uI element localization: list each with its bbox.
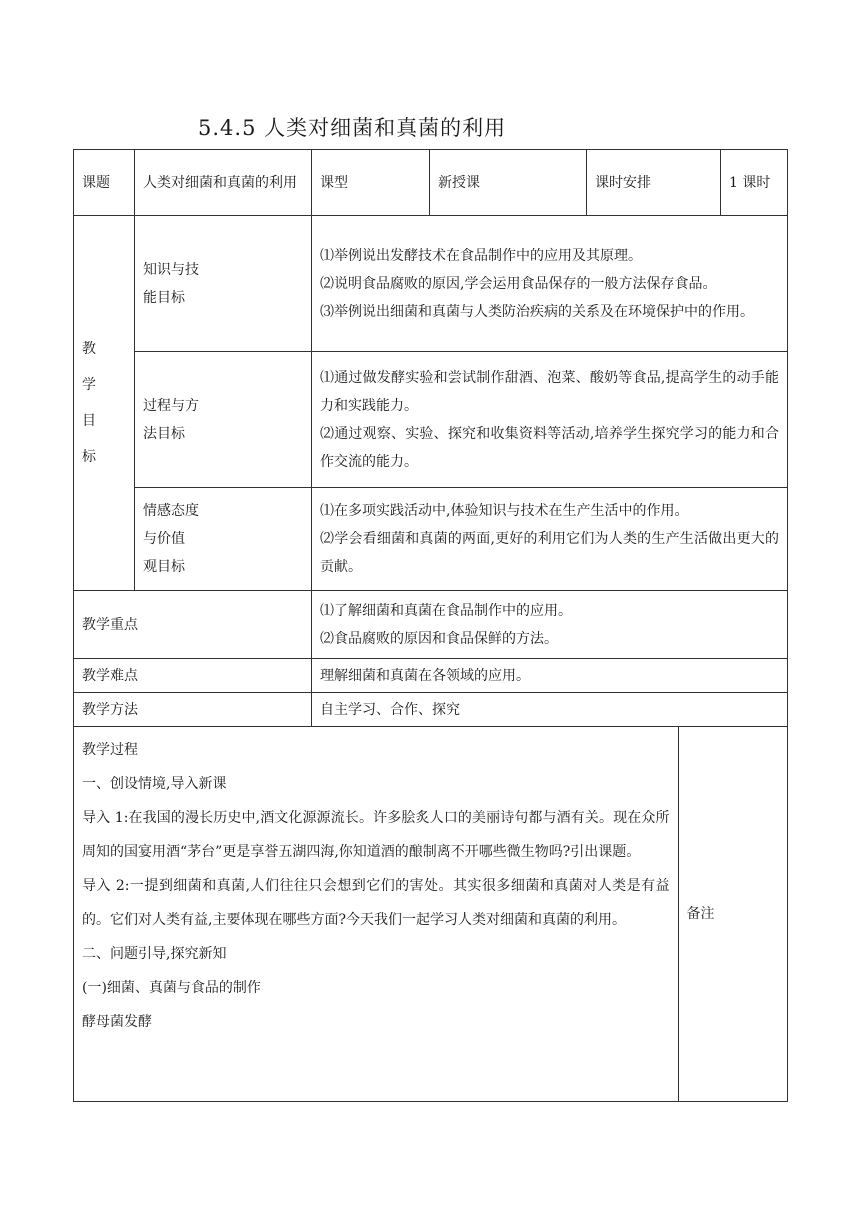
goal-item: ⑵说明食品腐败的原因,学会运用食品保存的一般方法保存食品。 bbox=[320, 275, 717, 292]
knowledge-goal-label: 知识与技 能目标 bbox=[135, 216, 312, 352]
emotion-goal-label: 情感态度 与价值 观目标 bbox=[135, 488, 312, 591]
goal-label-char: 目 bbox=[82, 413, 96, 429]
intro-paragraph: 导入 1:在我国的漫长历史中,酒文化源源流长。许多脍炙人口的美丽诗句都与酒有关。现在众所周知的国宴用酒“茅台”更是享誉五湖四海,你知道酒的酿制离不开哪些微生物吗?引出课题。 bbox=[82, 810, 670, 860]
key-point-item: ⑵食品腐败的原因和食品保鲜的方法。 bbox=[320, 630, 558, 647]
process-heading: 教学过程 bbox=[82, 742, 138, 758]
lesson-plan-table bbox=[73, 149, 788, 1102]
method-content: 自主学习、合作、探究 bbox=[312, 693, 788, 727]
schedule-value: 1 课时 bbox=[721, 150, 788, 216]
process-goal-content bbox=[312, 352, 788, 488]
process-goal-row bbox=[74, 352, 788, 488]
remarks-cell: 备注 bbox=[686, 906, 715, 922]
key-points-row bbox=[74, 591, 788, 659]
difficulty-label: 教学难点 bbox=[74, 659, 312, 693]
type-label: 课型 bbox=[312, 150, 430, 216]
key-points-label: 教学重点 bbox=[74, 591, 312, 659]
goal-label-char: 教 bbox=[82, 341, 96, 357]
emotion-goal-row bbox=[74, 488, 788, 591]
method-label: 教学方法 bbox=[74, 693, 312, 727]
method-row bbox=[74, 693, 788, 727]
process-goal-label: 过程与方 法目标 bbox=[135, 352, 312, 488]
goal-label-char: 学 bbox=[82, 377, 96, 393]
goal-item: ⑴举例说出发酵技术在食品制作中的应用及其原理。 bbox=[320, 247, 642, 264]
goal-item: ⑵通过观察、实验、探究和收集资料等活动,培养学生探究学习的能力和合作交流的能力。 bbox=[320, 425, 779, 470]
header-row bbox=[74, 150, 788, 216]
goal-item: ⑴通过做发酵实验和尝试制作甜酒、泡菜、酸奶等食品,提高学生的动手能力和实践能力。 bbox=[320, 369, 779, 414]
section-heading: 二、问题引导,探究新知 bbox=[82, 946, 227, 962]
difficulty-content: 理解细菌和真菌在各领域的应用。 bbox=[312, 659, 788, 693]
knowledge-goal-row bbox=[74, 216, 788, 352]
section-heading: 一、创设情境,导入新课 bbox=[82, 776, 227, 792]
goal-label-char: 标 bbox=[82, 449, 96, 465]
key-point-item: ⑴了解细菌和真菌在食品制作中的应用。 bbox=[320, 602, 572, 619]
teaching-goals-label bbox=[74, 216, 135, 591]
knowledge-goal-content bbox=[312, 216, 788, 352]
schedule-label: 课时安排 bbox=[587, 150, 721, 216]
type-value: 新授课 bbox=[430, 150, 587, 216]
goal-item: ⑶举例说出细菌和真菌与人类防治疾病的关系及在环境保护中的作用。 bbox=[320, 303, 754, 320]
subsection-text: 酵母菌发酵 bbox=[82, 1014, 152, 1030]
intro-paragraph: 导入 2:一提到细菌和真菌,人们往往只会想到它们的害处。其实很多细菌和真菌对人类是有益的。它们对人类有益,主要体现在哪些方面?今天我们一起学习人类对细菌和真菌的利用。 bbox=[82, 878, 670, 928]
lesson-value: 人类对细菌和真菌的利用 bbox=[135, 150, 312, 216]
document-title: 5.4.5 人类对细菌和真菌的利用 bbox=[198, 116, 507, 140]
teaching-process-content bbox=[74, 727, 678, 1101]
goal-item: ⑵学会看细菌和真菌的两面,更好的利用它们为人类的生产生活做出更大的贡献。 bbox=[320, 531, 779, 575]
key-points-content bbox=[312, 591, 788, 659]
subsection-heading: (一)细菌、真菌与食品的制作 bbox=[82, 980, 261, 996]
difficulty-row bbox=[74, 659, 788, 693]
teaching-process-row bbox=[74, 727, 788, 1102]
process-table bbox=[74, 727, 787, 1101]
goal-item: ⑴在多项实践活动中,体验知识与技术在生产生活中的作用。 bbox=[320, 503, 689, 519]
lesson-label: 课题 bbox=[74, 150, 135, 216]
emotion-goal-content bbox=[312, 488, 788, 591]
